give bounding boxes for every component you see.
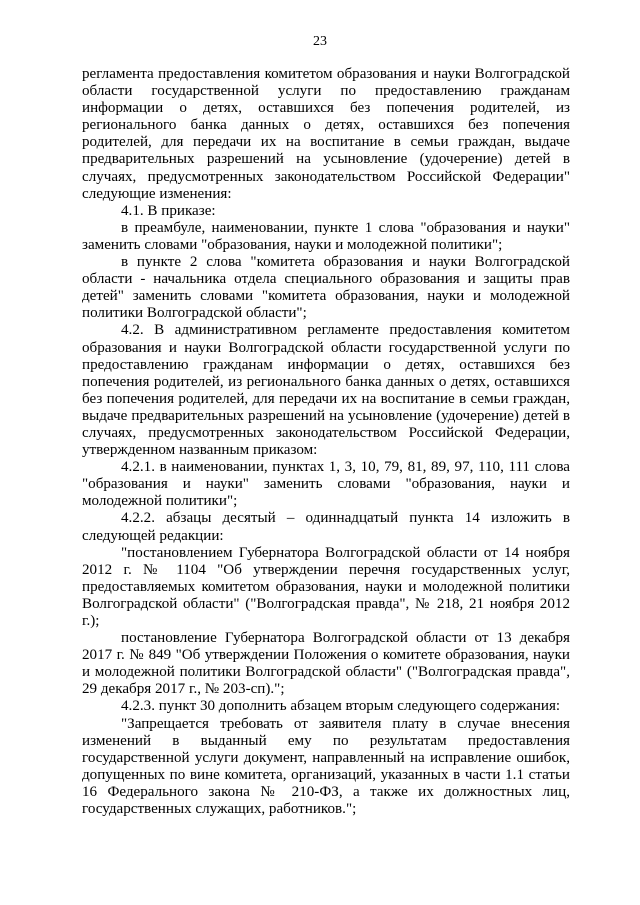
paragraph-4-1-preamble: в преамбуле, наименовании, пункте 1 слова "образования и науки" заменить словами "образования, науки и молодежной политики"; bbox=[82, 219, 570, 253]
paragraph-4-2-2-decree-1104: "постановлением Губернатора Волгоградской области от 14 ноября 2012 г. № 1104 "Об утверждении перечня государственных услуг, предоставляемых комитетом образования, науки и молодежной политики Волгоградской области" ("Волгоградская правда", № 218, 21 ноября 2012 г.); bbox=[82, 544, 570, 629]
paragraph-4-2-3: 4.2.3. пункт 30 дополнить абзацем вторым следующего содержания: bbox=[121, 698, 561, 715]
paragraph-4-2-2: 4.2.2. абзацы десятый – одиннадцатый пункта 14 изложить в следующей редакции: bbox=[82, 510, 570, 544]
paragraph-4-2: 4.2. В административном регламенте предоставления комитетом образования и науки Волгоградской области государственной услуги по предоставлению гражданам информации о детях, оставшихся без попечения родителей, из регионального банка данных о детях, оставшихся без попечения родителей, для передачи их на воспитание в семьи граждан, выдаче предварительных разрешений на усыновление (удочерение) детей в случаях, предусмотренных законодательством Российской Федерации, утвержденном названным приказом: bbox=[82, 322, 570, 459]
paragraph-4-2-3-quote: "Запрещается требовать от заявителя плату в случае внесения изменений в выданный ему по результатам предоставления государственной услуги документ, направленный на исправление ошибок, допущенных по вине комитета, организаций, указанных в части 1.1 статьи 16 Федерального закона № 210-ФЗ, а также их должностных лиц, государственных служащих, работников."; bbox=[82, 715, 570, 818]
paragraph-4-1: 4.1. В приказе: bbox=[121, 202, 216, 219]
paragraph-4-1-point-2: в пункте 2 слова "комитета образования и науки Волгоградской области - начальника отдела специального образования и защиты прав детей" заменить словами "комитета образования, науки и молодежной политики Волгоградской области"; bbox=[82, 254, 570, 322]
paragraph-4-2-1: 4.2.1. в наименовании, пунктах 1, 3, 10, 79, 81, 89, 97, 110, 111 слова "образования и науки" заменить словами "образования, науки и молодежной политики"; bbox=[82, 459, 570, 510]
paragraph-4-2-2-decree-849: постановление Губернатора Волгоградской области от 13 декабря 2017 г. № 849 "Об утверждении Положения о комитете образования, науки и молодежной политики Волгоградской области" ("Волгоградская правда", 29 декабря 2017 г., № 203-сп)."; bbox=[82, 630, 570, 698]
document-body bbox=[82, 66, 570, 818]
paragraph-intro: регламента предоставления комитетом образования и науки Волгоградской области государственной услуги по предоставлению гражданам информации о детях, оставшихся без попечения родителей, из регионального банка данных о детях, оставшихся без попечения родителей, для передачи их на воспитание в семьи граждан, выдаче предварительных разрешений на усыновление (удочерение) детей в случаях, предусмотренных законодательством Российской Федерации" следующие изменения: bbox=[82, 66, 570, 202]
page-number: 23 bbox=[313, 34, 327, 49]
